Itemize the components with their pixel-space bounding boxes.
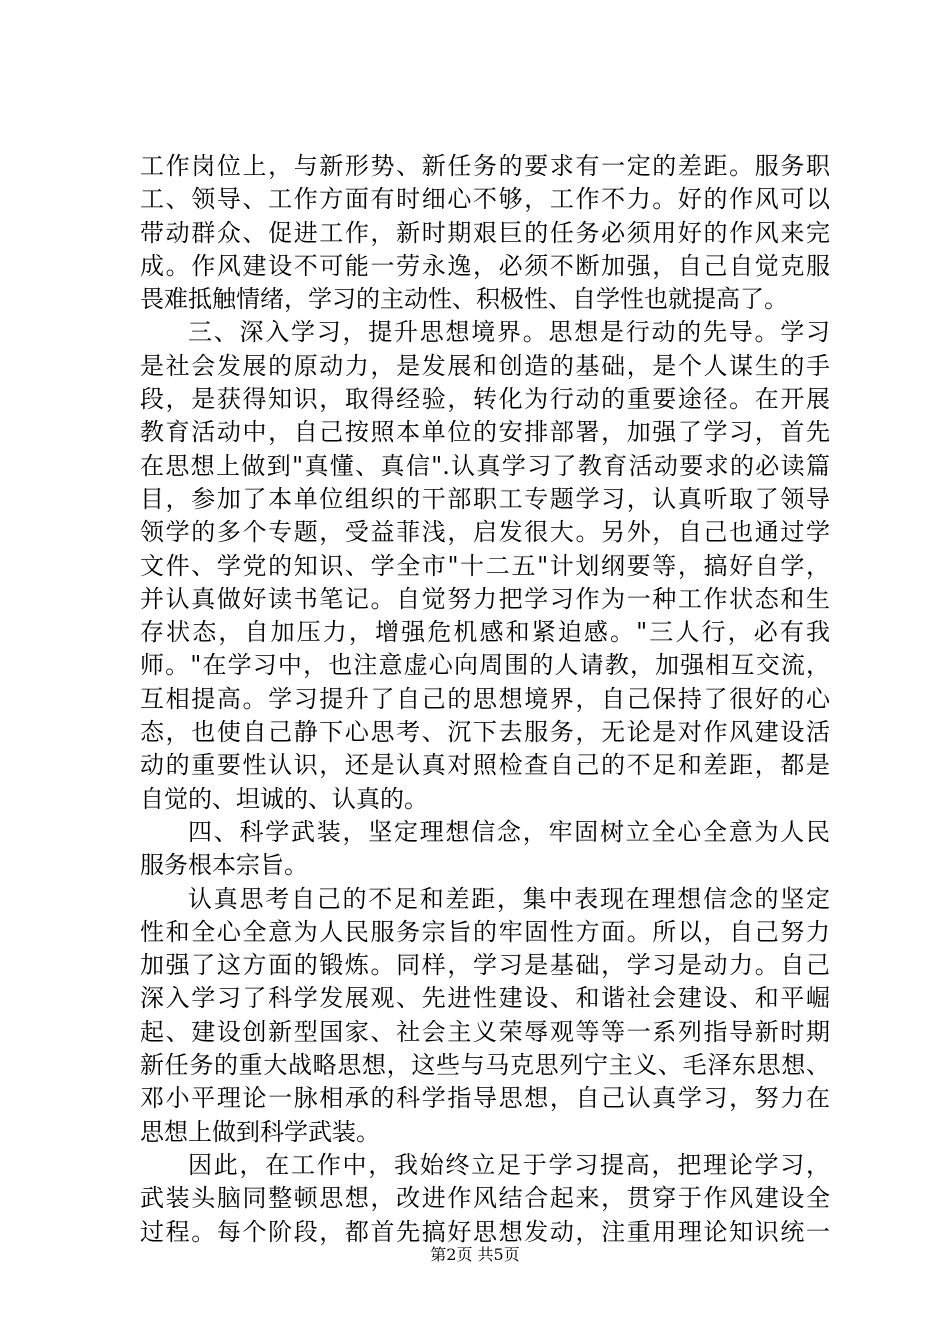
- document-body: [140, 150, 830, 1249]
- text-line: 师。"在学习中，也注意虚心向周围的人请教，加强相互交流，: [140, 651, 830, 680]
- text-line: 加强了这方面的锻炼。同样，学习是基础，学习是动力。自己: [140, 951, 830, 980]
- text-line: 成。作风建设不可能一劳永逸，必须不断加强，自己自觉克服: [140, 251, 830, 280]
- text-line: 四、科学武装，坚定理想信念，牢固树立全心全意为人民: [188, 817, 830, 846]
- text-line: 思想上做到科学武装。: [140, 1117, 380, 1146]
- text-line: 段，是获得知识，取得经验，转化为行动的重要途径。在开展: [140, 385, 830, 414]
- text-line: 认真思考自己的不足和差距，集中表现在理想信念的坚定: [188, 884, 830, 913]
- text-line: 自觉的、坦诚的、认真的。: [140, 784, 428, 813]
- text-line: 态，也使自己静下心思考、沉下去服务，无论是对作风建设活: [140, 718, 830, 747]
- text-line: 互相提高。学习提升了自己的思想境界，自己保持了很好的心: [140, 684, 830, 713]
- text-line: 存状态，自加压力，增强危机感和紧迫感。"三人行，必有我: [140, 618, 830, 647]
- text-line: 并认真做好读书笔记。自觉努力把学习作为一种工作状态和生: [140, 584, 830, 613]
- text-line: 性和全心全意为人民服务宗旨的牢固性方面。所以，自己努力: [140, 917, 830, 946]
- text-line: 过程。每个阶段，都首先搞好思想发动，注重用理论知识统一: [140, 1217, 830, 1246]
- text-line: 文件、学党的知识、学全市"十二五"计划纲要等，搞好自学，: [140, 551, 830, 580]
- text-line: 领学的多个专题，受益菲浅，启发很大。另外，自己也通过学: [140, 518, 830, 547]
- text-line: 目，参加了本单位组织的干部职工专题学习，认真听取了领导: [140, 484, 830, 513]
- text-line: 新任务的重大战略思想，这些与马克思列宁主义、毛泽东思想、: [140, 1051, 830, 1080]
- text-line: 畏难抵触情绪，学习的主动性、积极性、自学性也就提高了。: [140, 285, 788, 314]
- page-footer: [0, 1245, 950, 1265]
- text-line: 工、领导、工作方面有时细心不够，工作不力。好的作风可以: [140, 185, 830, 214]
- text-line: 在思想上做到"真懂、真信".认真学习了教育活动要求的必读篇: [140, 451, 830, 480]
- text-line: 教育活动中，自己按照本单位的安排部署，加强了学习，首先: [140, 418, 830, 447]
- text-line: 三、深入学习，提升思想境界。思想是行动的先导。学习: [188, 318, 830, 347]
- text-line: 武装头脑同整顿思想，改进作风结合起来，贯穿于作风建设全: [140, 1184, 830, 1213]
- text-line: 工作岗位上，与新形势、新任务的要求有一定的差距。服务职: [140, 152, 830, 180]
- text-line: 起、建设创新型国家、社会主义荣辱观等等一系列指导新时期: [140, 1017, 830, 1046]
- text-line: 邓小平理论一脉相承的科学指导思想，自己认真学习，努力在: [140, 1084, 830, 1113]
- text-line: 动的重要性认识，还是认真对照检查自己的不足和差距，都是: [140, 751, 830, 780]
- text-line: 深入学习了科学发展观、先进性建设、和谐社会建设、和平崛: [140, 984, 830, 1013]
- text-line: 是社会发展的原动力，是发展和创造的基础，是个人谋生的手: [140, 351, 830, 380]
- text-line: 因此，在工作中，我始终立足于学习提高，把理论学习，: [188, 1150, 830, 1179]
- text-line: 带动群众、促进工作，新时期艰巨的任务必须用好的作风来完: [140, 218, 830, 247]
- page-number: 第2页 共5页: [430, 1245, 520, 1264]
- text-line: 服务根本宗旨。: [140, 851, 308, 880]
